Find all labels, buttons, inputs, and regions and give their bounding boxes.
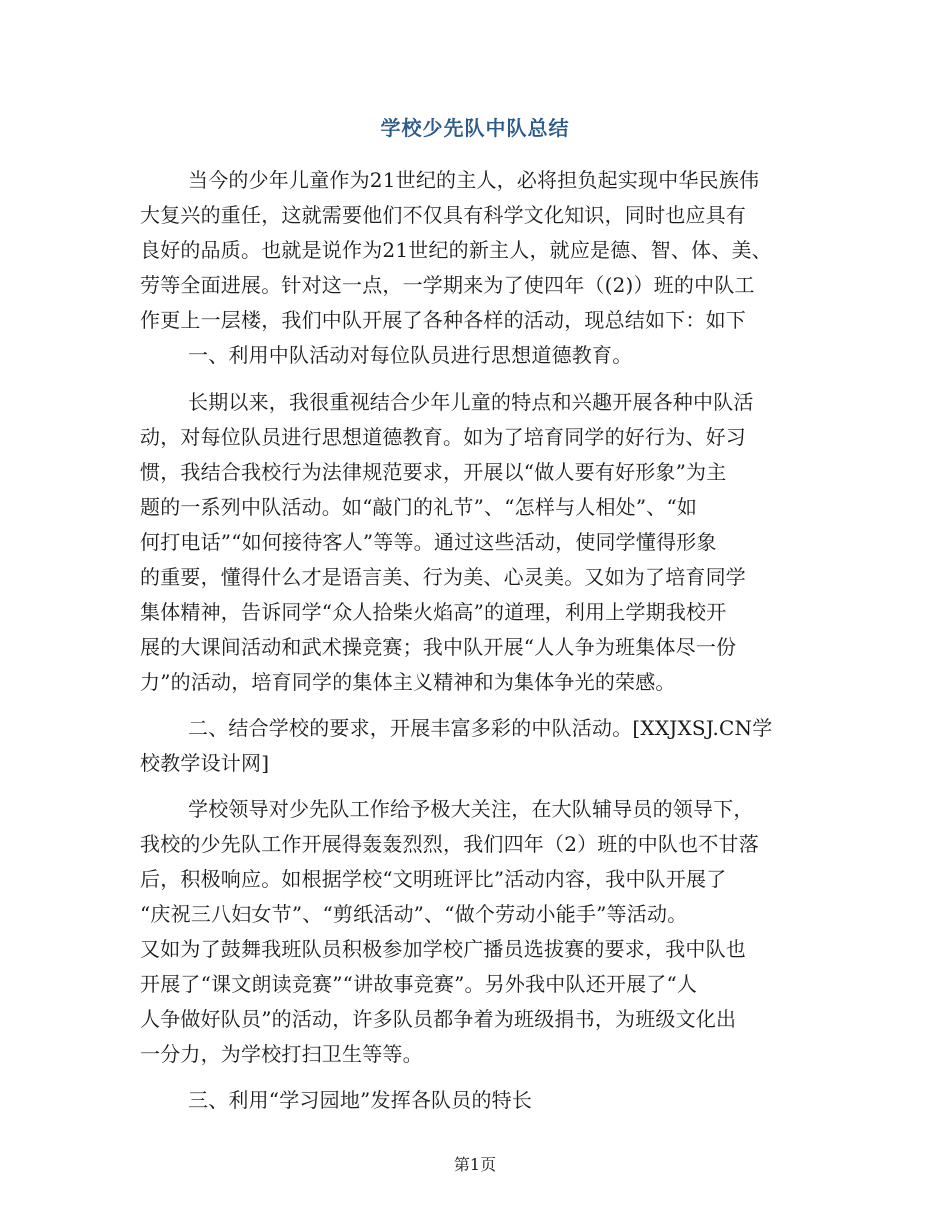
paragraph-line: 一分力，为学校打扫卫生等等。 <box>140 1042 423 1066</box>
paragraph-line: 作更上一层楼，我们中队开展了各种各样的活动，现总结如下：如下 <box>140 308 746 332</box>
paragraph-line: 开展了“课文朗读竞赛”“讲故事竞赛”。另外我中队还开展了“人 <box>140 972 698 996</box>
paragraph-line: 何打电话”“如何接待客人”等等。通过这些活动，使同学懂得形象 <box>140 530 717 554</box>
paragraph-line: 惯，我结合我校行为法律规范要求，开展以“做人要有好形象”为主 <box>140 460 727 484</box>
paragraph-line: 我校的少先队工作开展得轰轰烈烈，我们四年（2）班的中队也不甘落 <box>140 832 759 856</box>
paragraph-line: 后，积极响应。如根据学校“文明班评比”活动内容，我中队开展了 <box>140 867 727 891</box>
document-title: 学校少先队中队总结 <box>380 116 570 140</box>
paragraph-line: 题的一系列中队活动。如“敲门的礼节”、“怎样与人相处”、“如 <box>140 495 698 519</box>
section-heading: 一、利用中队活动对每位队员进行思想道德教育。 <box>188 343 633 367</box>
paragraph-line: 集体精神，告诉同学“众人拾柴火焰高”的道理，利用上学期我校开 <box>140 600 727 624</box>
paragraph-line: 劳等全面进展。针对这一点，一学期来为了使四年（(2)）班的中队工 <box>140 273 755 297</box>
paragraph-line: 学校领导对少先队工作给予极大关注，在大队辅导员的领导下， <box>188 797 754 821</box>
section-heading: 二、结合学校的要求，开展丰富多彩的中队活动。[XXJXSJ.CN学 <box>188 716 773 740</box>
section-heading: 三、利用“学习园地”发挥各队员的特长 <box>188 1088 533 1112</box>
paragraph-line: 良好的品质。也就是说作为21世纪的新主人，就应是德、智、体、美、 <box>140 238 772 262</box>
page-number: 第1页 <box>453 1155 497 1174</box>
paragraph-line: 大复兴的重任，这就需要他们不仅具有科学文化知识，同时也应具有 <box>140 203 746 227</box>
paragraph-line: 动，对每位队员进行思想道德教育。如为了培育同学的好行为、好习 <box>140 425 746 449</box>
paragraph-line: 力”的活动，培育同学的集体主义精神和为集体争光的荣感。 <box>140 670 676 694</box>
paragraph-line: 又如为了鼓舞我班队员积极参加学校广播员选拔赛的要求，我中队也 <box>140 937 746 961</box>
paragraph-line: 人争做好队员”的活动，许多队员都争着为班级捐书，为班级文化出 <box>140 1007 737 1031</box>
paragraph-line: 展的大课间活动和武术操竞赛；我中队开展“人人争为班集体尽一份 <box>140 635 737 659</box>
section-heading-continued: 校教学设计网] <box>140 751 270 775</box>
paragraph-line: 当今的少年儿童作为21世纪的主人，必将担负起实现中华民族伟 <box>188 168 760 192</box>
paragraph-line: “庆祝三八妇女节”、“剪纸活动”、“做个劳动小能手”等活动。 <box>140 902 688 926</box>
paragraph-line: 长期以来，我很重视结合少年儿童的特点和兴趣开展各种中队活 <box>188 390 754 414</box>
paragraph-line: 的重要，懂得什么才是语言美、行为美、心灵美。又如为了培育同学 <box>140 565 746 589</box>
